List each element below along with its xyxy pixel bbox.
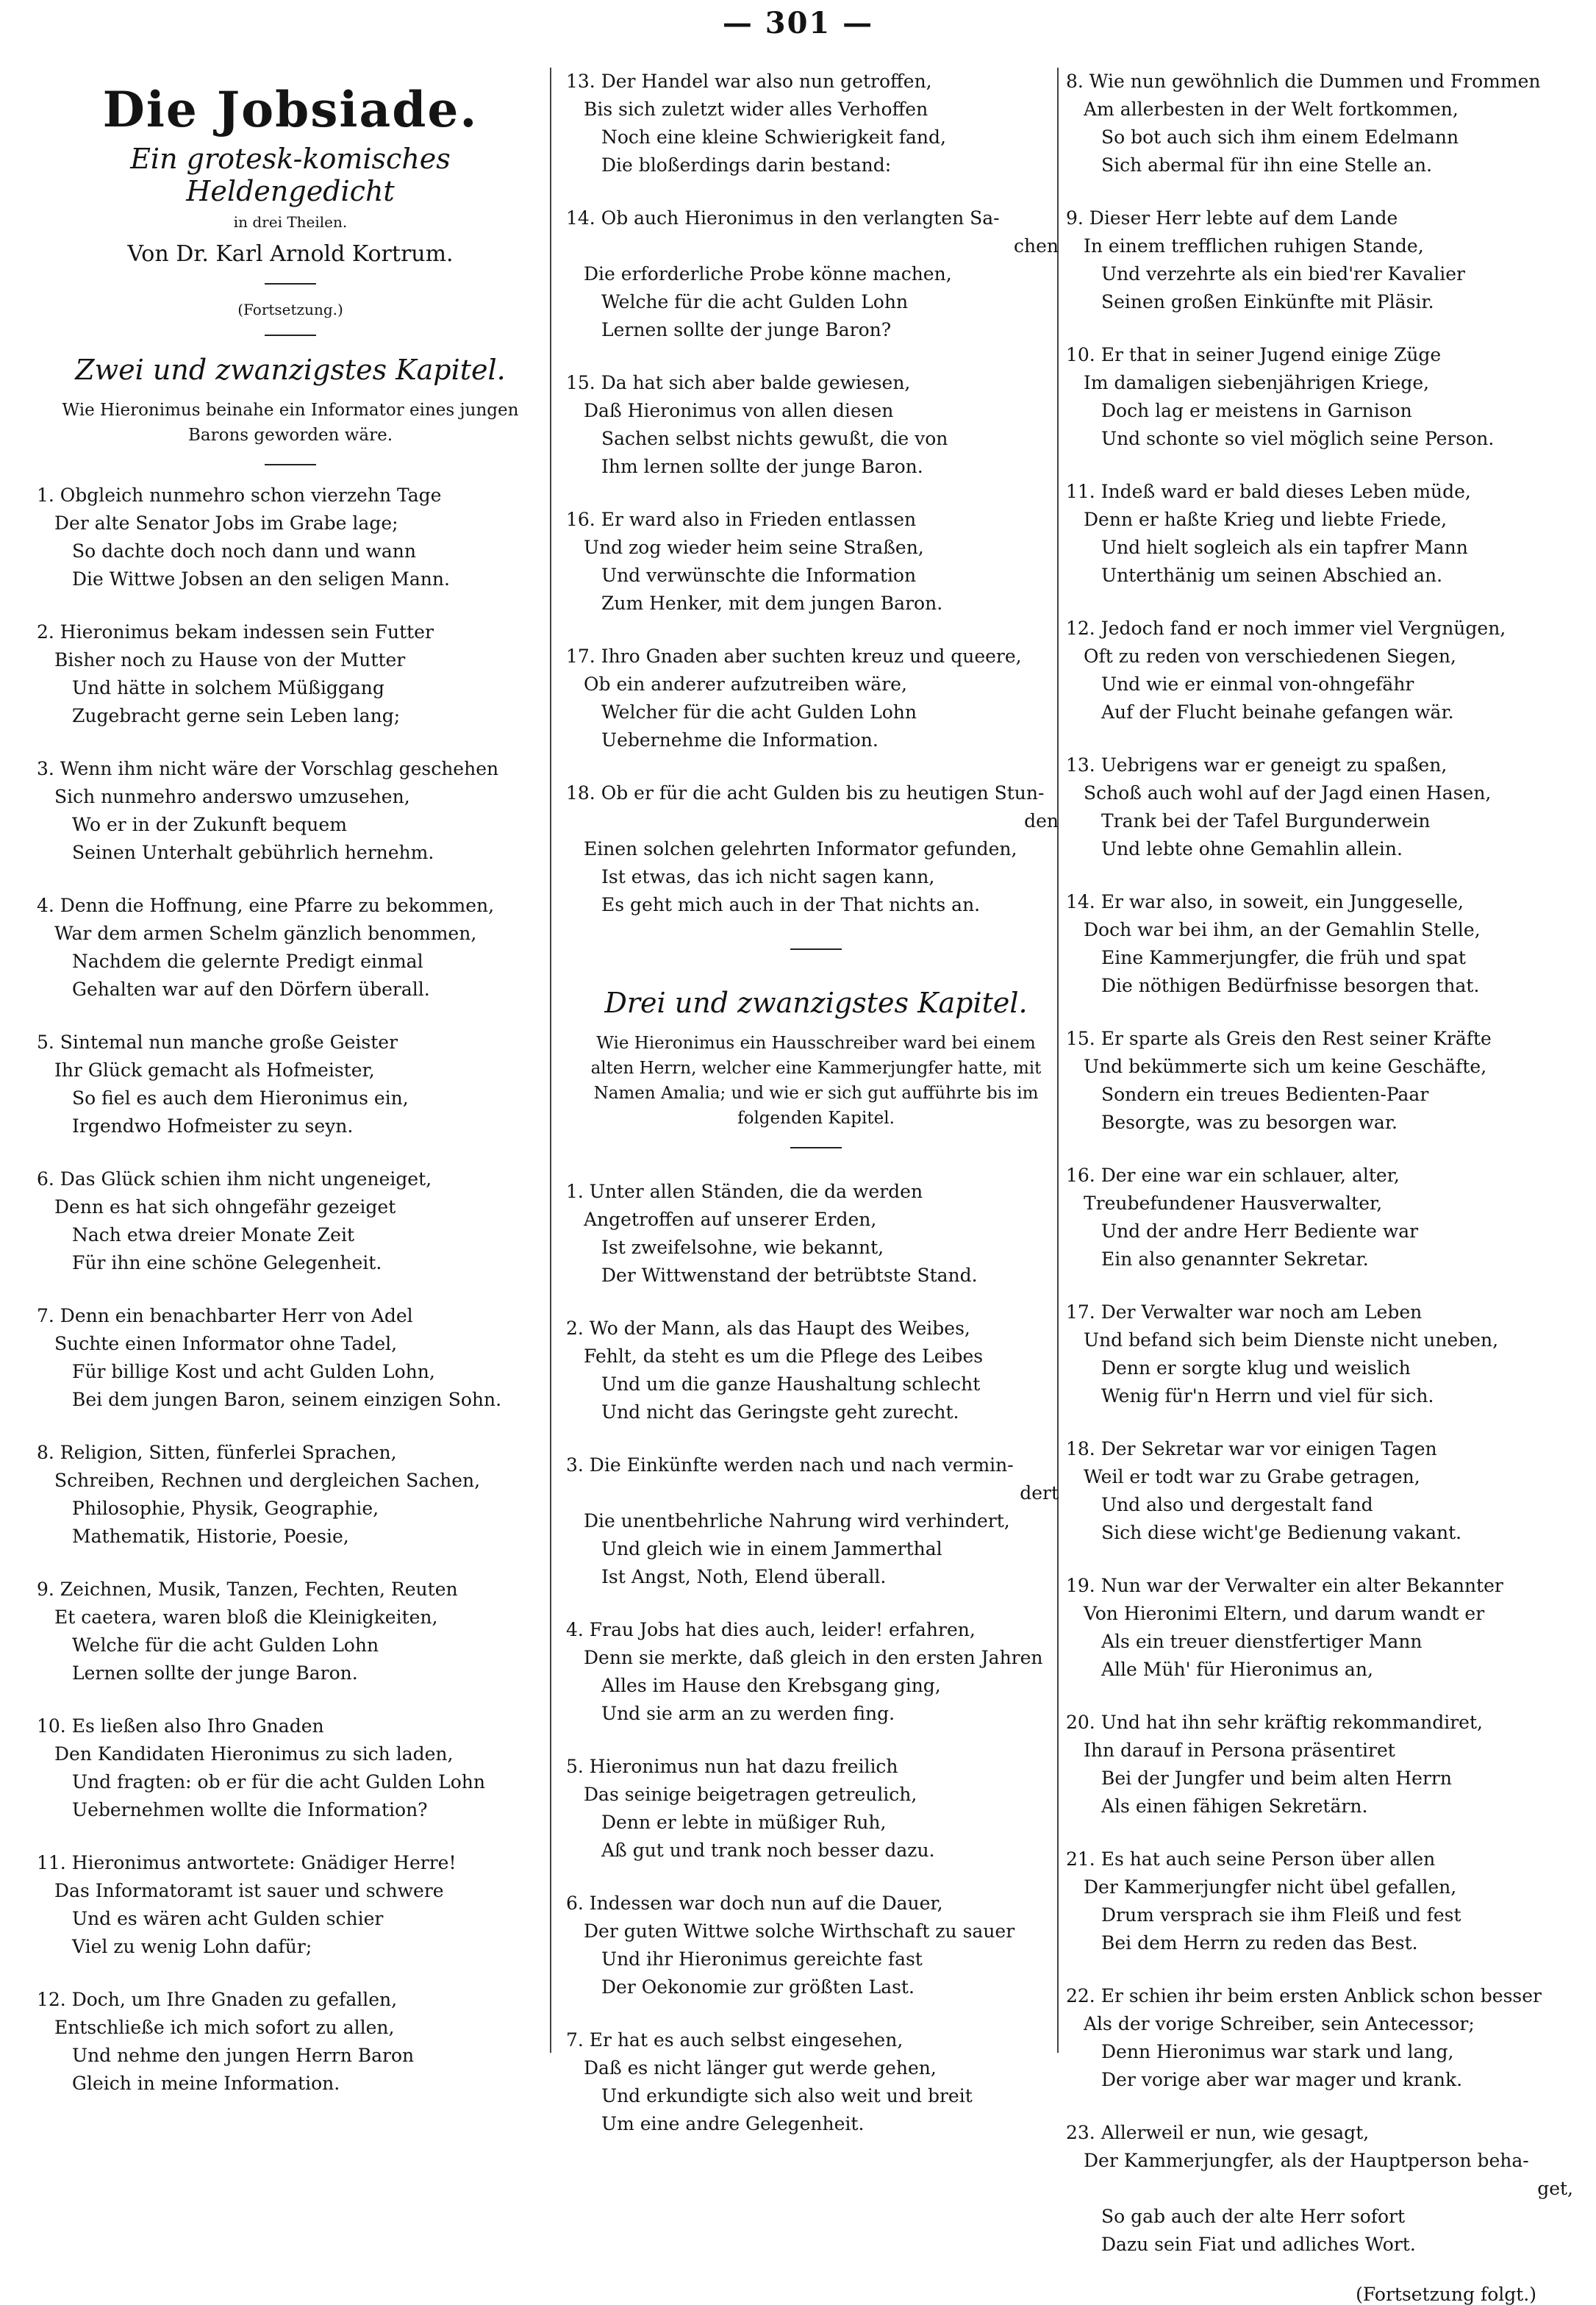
verse-line: 19. Nun war der Verwalter ein alter Bekannter [1066,1575,1503,1596]
verse-line: 17. Der Verwalter war noch am Leben [1066,1301,1423,1323]
verse-line: Auf der Flucht beinahe gefangen wär. [1101,701,1454,723]
stanza [1066,2119,1581,2259]
verse-line: Und verwünschte die Information [601,565,917,586]
verse-line: Und hätte in solchem Müßiggang [72,677,384,698]
verse-line: Für billige Kost und acht Gulden Lohn, [72,1361,435,1382]
verse-line: 11. Hieronimus antwortete: Gnädiger Herre! [37,1852,457,1873]
stanza [37,482,544,593]
verse-line: 18. Der Sekretar war vor einigen Tagen [1066,1438,1437,1459]
verse-line: Bei dem jungen Baron, seinem einzigen Sohn. [72,1389,502,1410]
verse-line: Der Oekonomie zur größten Last. [601,1976,915,1998]
verse-line: Eine Kammerjungfer, die früh und spat [1101,947,1466,968]
verse-line: So gab auch der alte Herr sofort [1101,2206,1406,2227]
verse-line: Gehalten war auf den Dörfern überall. [72,979,430,1000]
verse-line: 22. Er schien ihr beim ersten Anblick schon besser [1066,1985,1542,2006]
verse-line: Und verzehrte als ein bied'rer Kavalier [1101,263,1465,285]
verse-line: Denn er haßte Krieg und liebte Friede, [1084,509,1448,530]
chapter-summary: Wie Hieronimus beinahe ein Informator eines jungen Barons geworden wäre. [62,401,519,445]
verse-line: So fiel es auch dem Hieronimus ein, [72,1087,409,1109]
verse-line: Entschließe ich mich sofort zu allen, [54,2017,395,2038]
verse-line: 12. Doch, um Ihre Gnaden zu gefallen, [37,1989,398,2010]
stanza [37,1439,544,1551]
verse-line: den [1024,810,1059,832]
verse-line: Der vorige aber war mager und krank. [1101,2069,1463,2090]
poem-subtitle: Ein grotesk-komisches Heldengedicht [130,143,451,207]
verse-line: Alles im Hause den Krebsgang ging, [601,1675,941,1696]
verse-line: Zugebracht gerne sein Leben lang; [72,705,401,726]
closing-note: (Fortsetzung folgt.) [1356,2284,1536,2305]
verse-line: Ist zweifelsohne, wie bekannt, [601,1237,884,1258]
verse-line: Bis sich zuletzt wider alles Verhoffen [584,99,928,120]
verse-line: Alle Müh' für Hieronimus an, [1101,1659,1373,1680]
stanza [1066,1435,1581,1547]
verse-line: Ob ein anderer aufzutreiben wäre, [584,673,907,695]
verse-line: 2. Wo der Mann, als das Haupt des Weibes, [566,1318,970,1339]
verse-line: Et caetera, waren bloß die Kleinigkeiten, [54,1607,438,1628]
stanza [566,204,1066,344]
verse-line: Denn er sorgte klug und weislich [1101,1357,1411,1379]
stanza [1066,1845,1581,1957]
verse-line: 7. Denn ein benachbarter Herr von Adel [37,1305,413,1326]
stanza [1066,615,1581,726]
stanza-list [566,68,1066,919]
verse-line: Angetroffen auf unserer Erden, [584,1209,877,1230]
verse-line: 16. Er ward also in Frieden entlassen [566,509,917,530]
verse-line: Sich nunmehro anderswo umzusehen, [54,786,410,807]
verse-line: Welcher für die acht Gulden Lohn [601,701,917,723]
chapter-heading: Drei und zwanzigstes Kapitel. [604,987,1028,1019]
verse-line: Einen solchen gelehrten Informator gefunden, [584,838,1017,860]
stanza [37,1849,544,1961]
verse-line: Nachdem die gelernte Predigt einmal [72,951,423,972]
verse-line: 20. Und hat ihn sehr kräftig rekommandiret, [1066,1712,1483,1733]
verse-line: 11. Indeß ward er bald dieses Leben müde, [1066,481,1471,502]
verse-line: Seinen großen Einkünfte mit Pläsir. [1101,291,1434,312]
verse-line: 3. Wenn ihm nicht wäre der Vorschlag geschehen [37,758,499,779]
stanza [1066,1162,1581,1273]
verse-line: Und zog wieder heim seine Straßen, [584,537,924,558]
verse-line: Der guten Wittwe solche Wirthschaft zu sauer [584,1920,1015,1942]
stanza [566,779,1066,919]
verse-line: Die Wittwe Jobsen an den seligen Mann. [72,568,450,590]
stanza [1066,1298,1581,1410]
verse-line: Und bekümmerte sich um keine Geschäfte, [1084,1056,1487,1077]
verse-line: Ist Angst, Noth, Elend überall. [601,1566,887,1587]
stanza [37,618,544,730]
verse-line: Uebernehmen wollte die Information? [72,1799,428,1820]
stanza [566,68,1066,179]
verse-line: Welche für die acht Gulden Lohn [601,291,909,312]
verse-line: 17. Ihro Gnaden aber suchten kreuz und queere, [566,646,1022,667]
verse-line: Als einen fähigen Sekretärn. [1101,1795,1368,1817]
verse-line: Bei dem Herrn zu reden das Best. [1101,1932,1418,1954]
verse-line: 1. Obgleich nunmehro schon vierzehn Tage [37,485,442,506]
stanza [1066,68,1581,179]
verse-line: Am allerbesten in der Welt fortkommen, [1084,99,1459,120]
stanza [566,1451,1066,1591]
ornament-rule [790,948,842,950]
verse-line: Mathematik, Historie, Poesie, [72,1526,349,1547]
stanza [37,1712,544,1824]
verse-line: Das seinige beigetragen getreulich, [584,1784,917,1805]
verse-line: 6. Das Glück schien ihm nicht ungeneiget, [37,1168,432,1190]
stanza [37,1986,544,2098]
verse-line: Die erforderliche Probe könne machen, [584,263,952,285]
verse-line: Ihn darauf in Persona präsentiret [1084,1740,1395,1761]
poem-title: Die Jobsiade. [102,81,479,138]
verse-line: Und der andre Herr Bediente war [1101,1221,1419,1242]
verse-line: Denn sie merkte, daß gleich in den ersten Jahren [584,1647,1043,1668]
verse-line: Wo er in der Zukunft bequem [72,814,347,835]
verse-line: Suchte einen Informator ohne Tadel, [54,1333,398,1354]
verse-line: Dazu sein Fiat und adliches Wort. [1101,2234,1416,2255]
verse-line: 13. Uebrigens war er geneigt zu spaßen, [1066,754,1448,776]
stanza [1066,341,1581,453]
verse-line: 5. Sintemal nun manche große Geister [37,1032,398,1053]
stanza [566,2026,1066,2138]
column-divider [550,68,551,2053]
verse-line: 10. Es ließen also Ihro Gnaden [37,1715,324,1737]
verse-line: Doch lag er meistens in Garnison [1101,400,1412,421]
verse-line: Und also und dergestalt fand [1101,1494,1373,1515]
verse-line: 18. Ob er für die acht Gulden bis zu heutigen Stun- [566,782,1045,804]
verse-line: Es geht mich auch in der That nichts an. [601,894,981,915]
verse-line: Das Informatoramt ist sauer und schwere [54,1880,444,1901]
verse-line: 4. Frau Jobs hat dies auch, leider! erfahren, [566,1619,976,1640]
column-1 [37,68,544,2137]
verse-line: Schoß auch wohl auf der Jagd einen Hasen, [1084,782,1492,804]
verse-line: Sachen selbst nichts gewußt, die von [601,428,948,449]
verse-line: In einem trefflichen ruhigen Stande, [1084,235,1424,257]
verse-line: Ihr Glück gemacht als Hofmeister, [54,1059,375,1081]
ornament-rule [265,335,316,336]
verse-line: Sich diese wicht'ge Bedienung vakant. [1101,1522,1462,1543]
stanza-list [37,482,544,2098]
stanza [37,1302,544,1414]
stanza [1066,1025,1581,1137]
verse-line: Und es wären acht Gulden schier [72,1908,384,1929]
verse-line: Daß es nicht länger gut werde gehen, [584,2057,937,2079]
verse-line: 21. Es hat auch seine Person über allen [1066,1848,1436,1870]
verse-line: 13. Der Handel war also nun getroffen, [566,71,932,92]
verse-line: Irgendwo Hofmeister zu seyn. [72,1115,354,1137]
stanza [37,892,544,1004]
verse-line: Und hielt sogleich als ein tapfrer Mann [1101,537,1468,558]
verse-line: 12. Jedoch fand er noch immer viel Vergnügen, [1066,618,1506,639]
verse-line: Seinen Unterhalt gebührlich hernehm. [72,842,434,863]
verse-line: Der Kammerjungfer, als der Hauptperson beha- [1084,2150,1529,2171]
stanza [566,1178,1066,1290]
stanza [566,1315,1066,1426]
verse-line: Noch eine kleine Schwierigkeit fand, [601,126,946,148]
verse-line: Die unentbehrliche Nahrung wird verhindert, [584,1510,1010,1532]
verse-line: 8. Religion, Sitten, fünferlei Sprachen, [37,1442,397,1463]
parts-note: in drei Theilen. [233,213,348,231]
ornament-rule [265,464,316,465]
stanza [1066,1709,1581,1820]
verse-line: Gleich in meine Information. [72,2073,340,2094]
verse-line: Und lebte ohne Gemahlin allein. [1101,838,1403,860]
verse-line: Und wie er einmal von-ohngefähr [1101,673,1414,695]
verse-line: 5. Hieronimus nun hat dazu freilich [566,1756,898,1777]
stanza-list [1066,68,1581,2259]
verse-line: Denn Hieronimus war stark und lang, [1101,2041,1454,2062]
verse-line: Die bloßerdings darin bestand: [601,154,892,176]
verse-line: Und ihr Hieronimus gereichte fast [601,1948,923,1970]
author-line: Von Dr. Karl Arnold Kortrum. [127,241,454,267]
page-number: — 301 — [722,6,874,40]
stanza [566,643,1066,754]
stanza [566,1890,1066,2001]
stanza [37,1029,544,1140]
verse-line: Denn er lebte in müßiger Ruh, [601,1812,887,1833]
verse-line: 10. Er that in seiner Jugend einige Züge [1066,344,1442,365]
verse-line: 4. Denn die Hoffnung, eine Pfarre zu bekommen, [37,895,495,916]
verse-line: Nach etwa dreier Monate Zeit [72,1224,355,1246]
verse-line: Der Kammerjungfer nicht übel gefallen, [1084,1876,1457,1898]
stanza [566,1616,1066,1728]
verse-line: Und nicht das Geringste geht zurecht. [601,1401,959,1423]
stanza [37,755,544,867]
verse-line: Wenig für'n Herrn und viel für sich. [1101,1385,1434,1407]
ornament-rule [265,283,316,285]
verse-line: Bisher noch zu Hause von der Mutter [54,649,406,671]
verse-line: Uebernehme die Information. [601,729,878,751]
verse-line: 2. Hieronimus bekam indessen sein Futter [37,621,434,643]
verse-line: 15. Da hat sich aber balde gewiesen, [566,372,911,393]
verse-line: 7. Er hat es auch selbst eingesehen, [566,2029,903,2051]
verse-line: So dachte doch noch dann und wann [72,540,416,562]
verse-line: Sich abermal für ihn eine Stelle an. [1101,154,1433,176]
verse-line: Der Wittwenstand der betrübtste Stand. [601,1265,978,1286]
verse-line: Zum Henker, mit dem jungen Baron. [601,593,943,614]
verse-line: So bot auch sich ihm einem Edelmann [1101,126,1459,148]
verse-line: Um eine andre Gelegenheit. [601,2113,865,2134]
verse-line: chen [1014,235,1059,257]
stanza [1066,751,1581,863]
verse-line: 9. Zeichnen, Musik, Tanzen, Fechten, Reuten [37,1579,458,1600]
verse-line: 8. Wie nun gewöhnlich die Dummen und Frommen [1066,71,1541,92]
verse-line: Besorgte, was zu besorgen war. [1101,1112,1398,1133]
verse-line: 6. Indessen war doch nun auf die Dauer, [566,1893,943,1914]
chapter-heading: Zwei und zwanzigstes Kapitel. [75,354,506,386]
verse-line: Und erkundigte sich also weit und breit [601,2085,973,2106]
verse-line: Der alte Senator Jobs im Grabe lage; [54,512,398,534]
chapter-summary: Wie Hieronimus ein Hausschreiber ward bei einem alten Herrn, welcher eine Kammerjungfer hatte, mit Namen Amalia; und wie er sich gut aufführte bis im folgenden Kapitel. [590,1034,1042,1128]
stanza [1066,478,1581,590]
verse-line: 1. Unter allen Ständen, die da werden [566,1181,923,1202]
verse-line: Und fragten: ob er für die acht Gulden Lohn [72,1771,485,1793]
verse-line: Ein also genannter Sekretar. [1101,1248,1369,1270]
verse-line: Den Kandidaten Hieronimus zu sich laden, [54,1743,454,1765]
stanza [566,369,1066,481]
verse-line: Aß gut und trank noch besser dazu. [601,1840,935,1861]
stanza-list [566,1178,1066,2138]
verse-line: Treubefundener Hausverwalter, [1084,1193,1383,1214]
verse-line: Ist etwas, das ich nicht sagen kann, [601,866,935,887]
verse-line: Und um die ganze Haushaltung schlecht [601,1373,981,1395]
verse-line: Und schonte so viel möglich seine Person. [1101,428,1495,449]
column-3 [1066,68,1581,2305]
verse-line: Für ihn eine schöne Gelegenheit. [72,1252,382,1273]
verse-line: Viel zu wenig Lohn dafür; [72,1936,312,1957]
verse-line: 9. Dieser Herr lebte auf dem Lande [1066,207,1398,229]
stanza [1066,204,1581,316]
verse-line: Schreiben, Rechnen und dergleichen Sachen, [54,1470,481,1491]
verse-line: Oft zu reden von verschiedenen Siegen, [1084,646,1456,667]
verse-line: War dem armen Schelm gänzlich benommen, [54,923,477,944]
verse-line: get, [1537,2178,1573,2199]
verse-line: dert [1020,1482,1059,1504]
verse-line: Ihm lernen sollte der junge Baron. [601,456,923,477]
verse-line: Unterthänig um seinen Abschied an. [1101,565,1443,586]
stanza [566,1753,1066,1865]
column-2 [566,68,1066,2137]
verse-line: Drum versprach sie ihm Fleiß und fest [1101,1904,1461,1926]
verse-line: Und gleich wie in einem Jammerthal [601,1538,942,1559]
verse-line: Und sie arm an zu werden fing. [601,1703,895,1724]
verse-line: Und nehme den jungen Herrn Baron [72,2045,415,2066]
verse-line: Welche für die acht Gulden Lohn [72,1634,379,1656]
continued-note: (Fortsetzung.) [237,301,343,318]
verse-line: Von Hieronimi Eltern, und darum wandt er [1084,1603,1485,1624]
verse-line: Als ein treuer dienstfertiger Mann [1101,1631,1423,1652]
verse-line: Doch war bei ihm, an der Gemahlin Stelle, [1084,919,1481,940]
stanza [37,1165,544,1277]
verse-line: Die nöthigen Bedürfnisse besorgen that. [1101,975,1480,996]
verse-line: Bei der Jungfer und beim alten Herrn [1101,1768,1452,1789]
verse-line: 15. Er sparte als Greis den Rest seiner Kräfte [1066,1028,1492,1049]
stanza [566,506,1066,618]
verse-line: Im damaligen siebenjährigen Kriege, [1084,372,1430,393]
verse-line: Denn es hat sich ohngefähr gezeiget [54,1196,396,1218]
verse-line: 14. Er war also, in soweit, ein Junggeselle, [1066,891,1464,912]
verse-line: Trank bei der Tafel Burgunderwein [1101,810,1431,832]
verse-line: Als der vorige Schreiber, sein Antecessor; [1084,2013,1475,2034]
stanza [1066,1982,1581,2094]
verse-line: Sondern ein treues Bedienten-Paar [1101,1084,1429,1105]
verse-line: Weil er todt war zu Grabe getragen, [1084,1466,1420,1487]
verse-line: 16. Der eine war ein schlauer, alter, [1066,1165,1400,1186]
verse-line: 14. Ob auch Hieronimus in den verlangten Sa- [566,207,1000,229]
verse-line: 23. Allerweil er nun, wie gesagt, [1066,2122,1370,2143]
verse-line: Philosophie, Physik, Geographie, [72,1498,379,1519]
verse-line: Fehlt, da steht es um die Pflege des Leibes [584,1346,984,1367]
stanza [1066,888,1581,1000]
verse-line: Lernen sollte der junge Baron. [72,1662,358,1684]
stanza [1066,1572,1581,1684]
stanza [37,1576,544,1687]
verse-line: Daß Hieronimus von allen diesen [584,400,894,421]
verse-line: 3. Die Einkünfte werden nach und nach vermin- [566,1454,1014,1476]
verse-line: Lernen sollte der junge Baron? [601,319,892,340]
ornament-rule [790,1147,842,1148]
verse-line: Und befand sich beim Dienste nicht uneben, [1084,1329,1499,1351]
